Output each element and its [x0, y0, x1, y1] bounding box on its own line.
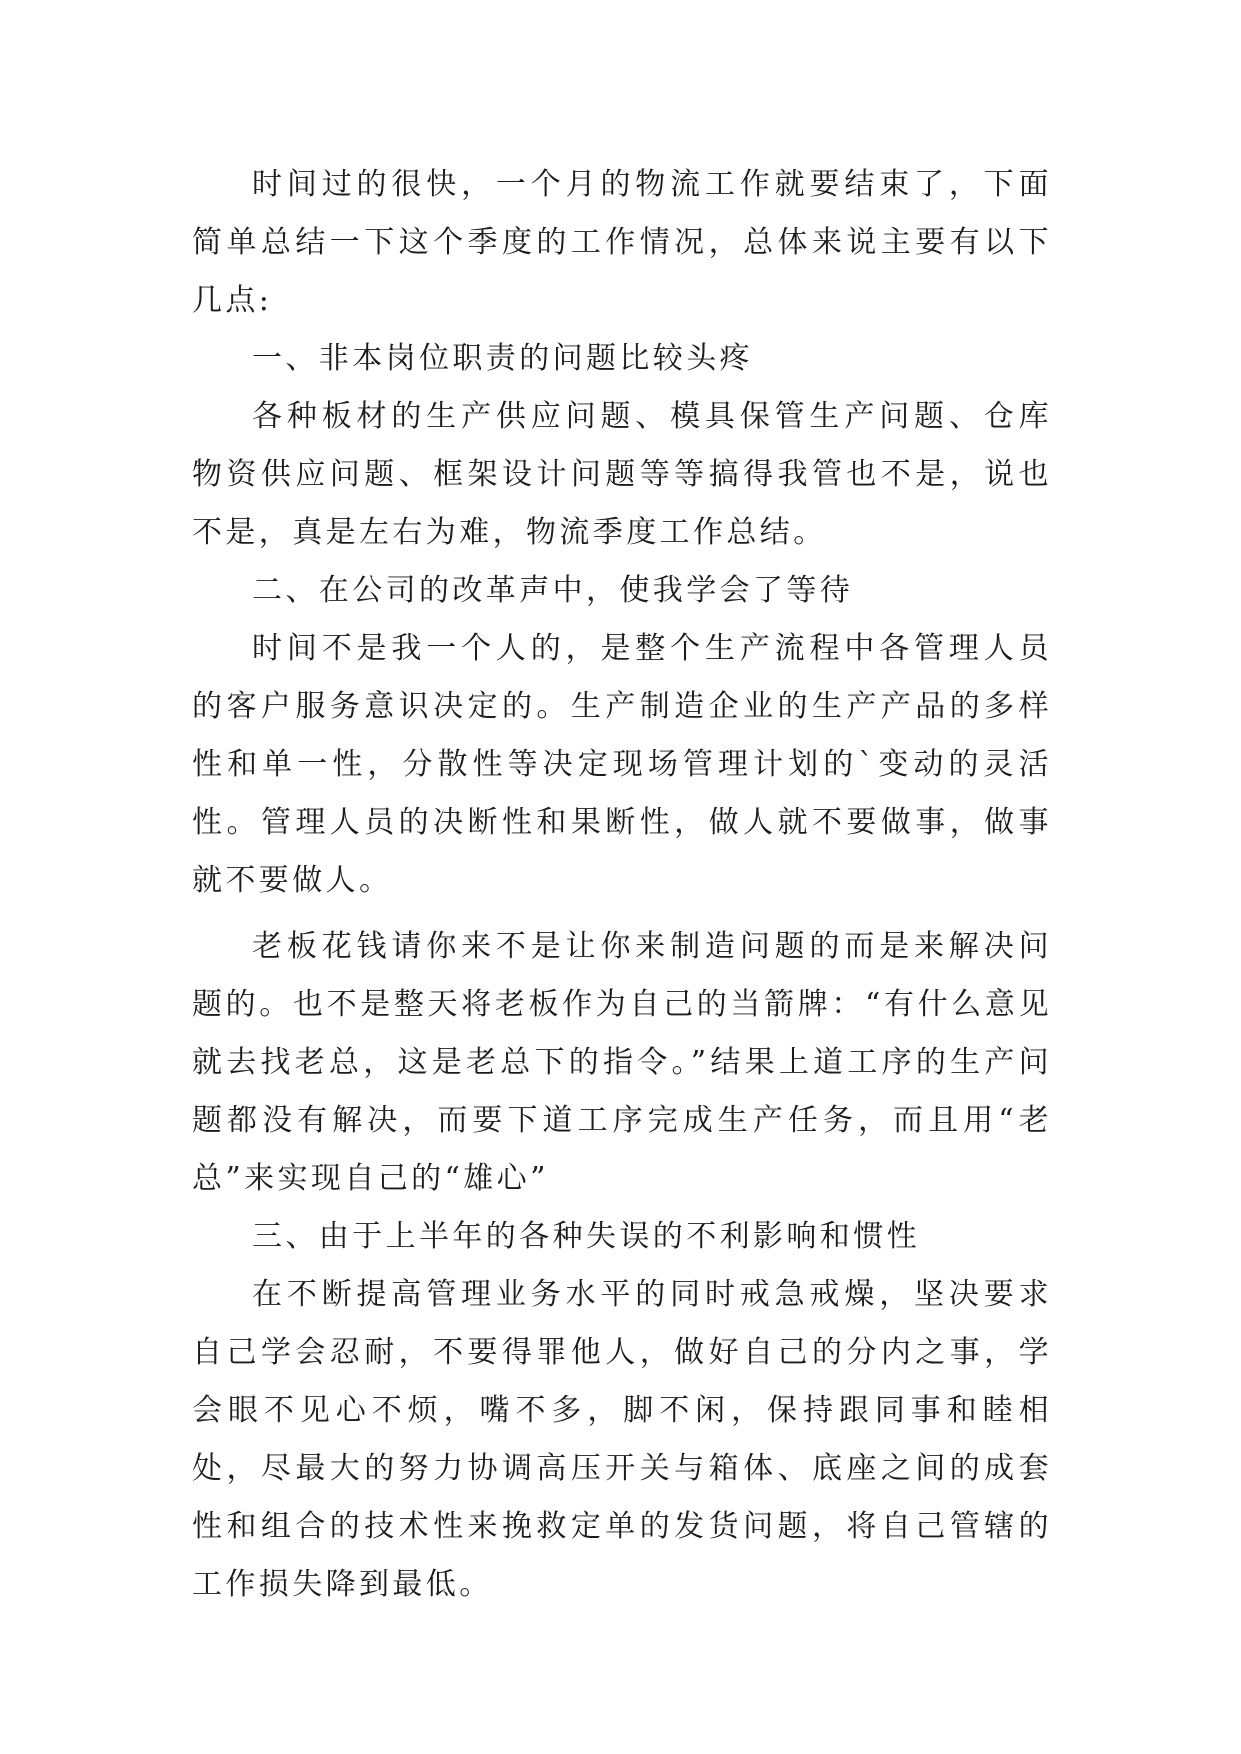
- section-paragraph-3: 在不断提高管理业务水平的同时戒急戒燥，坚决要求自己学会忍耐，不要得罪他人，做好自己的分内之事，学会眼不见心不烦，嘴不多，脚不闲，保持跟同事和睦相处，尽最大的努力协调高压开关与箱体、底座之间的成套性和组合的技术性来挽救定单的发货问题，将自己管辖的工作损失降到最低。: [192, 1277, 1052, 1602]
- section-paragraph-2: 时间不是我一个人的，是整个生产流程中各管理人员的客户服务意识决定的。生产制造企业的生产产品的多样性和单一性，分散性等决定现场管理计划的`变动的灵活性。管理人员的决断性和果断性，做人就不要做事，做事就不要做人。: [192, 631, 1052, 898]
- document-body: [192, 156, 1052, 1614]
- section-heading-2: 二、在公司的改革声中，使我学会了等待: [252, 573, 854, 608]
- section-heading-3: 三、由于上半年的各种失误的不利影响和惯性: [252, 1219, 920, 1254]
- section-heading-1: 一、非本岗位职责的问题比较头疼: [252, 341, 753, 376]
- section-paragraph-1: 各种板材的生产供应问题、模具保管生产问题、仓库物资供应问题、框架设计问题等等搞得我管也不是，说也不是，真是左右为难，物流季度工作总结。: [192, 399, 1052, 550]
- section-paragraph-2b: 老板花钱请你来不是让你来制造问题的而是来解决问题的。也不是整天将老板作为自己的当箭牌：“有什么意见就去找老总，这是老总下的指令。”结果上道工序的生产问题都没有解决，而要下道工序完成生产任务，而且用“老总”来实现自己的“雄心”: [192, 929, 1052, 1196]
- intro-paragraph: 时间过的很快，一个月的物流工作就要结束了，下面简单总结一下这个季度的工作情况，总体来说主要有以下几点:: [192, 167, 1052, 318]
